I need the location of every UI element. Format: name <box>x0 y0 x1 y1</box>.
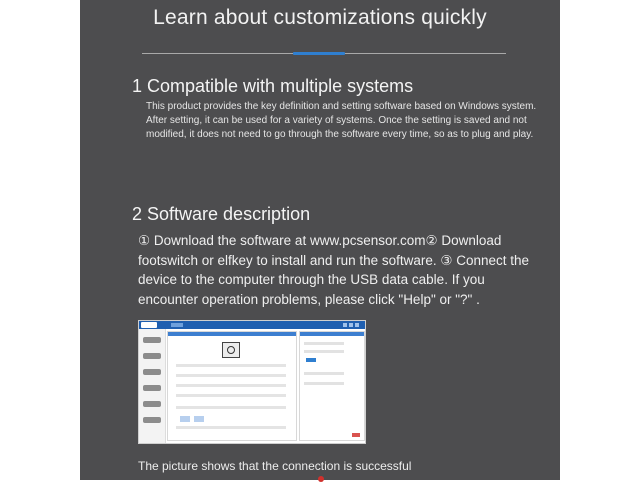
page-title: Learn about customizations quickly <box>153 6 487 29</box>
product-info-panel <box>80 0 560 480</box>
section-software-text: ① Download the software at www.pcsensor.com② Download footswitch or elfkey to install and run the software. ③ Connect the device to the computer through the USB data cable. If you encounter operation problems, please click "Help" or "?" . <box>138 233 530 307</box>
section-software-heading: 2 Software description <box>132 204 311 224</box>
screenshot-minimize-icon <box>343 323 347 327</box>
screenshot-row <box>176 426 286 429</box>
title-divider-accent <box>293 52 345 55</box>
screenshot-device-icon <box>143 401 161 407</box>
screenshot-field <box>304 342 344 345</box>
screenshot-row <box>176 406 286 409</box>
screenshot-key-icon <box>222 342 240 358</box>
screenshot-row <box>176 384 286 387</box>
screenshot-row <box>176 374 286 377</box>
screenshot-tab <box>171 323 183 327</box>
screenshot-logo <box>141 322 157 328</box>
screenshot-cell <box>194 416 204 422</box>
screenshot-settings-header <box>300 332 364 336</box>
screenshot-device-sidebar <box>139 329 166 443</box>
screenshot-field <box>304 382 344 385</box>
screenshot-settings-pane <box>299 331 365 441</box>
screenshot-field <box>304 372 344 375</box>
section-compatibility-heading: 1 Compatible with multiple systems <box>132 76 414 96</box>
screenshot-field <box>304 350 344 353</box>
screenshot-row <box>176 394 286 397</box>
screenshot-row <box>176 364 286 367</box>
screenshot-main-header <box>168 332 296 336</box>
screenshot-cell <box>180 416 190 422</box>
section-compatibility-text: This product provides the key definition and setting software based on Windows system. After setting, it can be used for a variety of systems. Once the setting is saved and not modified, it does not need to go through the software every time, so as to plug and play. <box>146 101 537 140</box>
screenshot-device-icon <box>143 385 161 391</box>
screenshot-close-icon <box>355 323 359 327</box>
screenshot-maximize-icon <box>349 323 353 327</box>
software-screenshot-image <box>138 320 366 444</box>
screenshot-main-pane <box>167 331 297 441</box>
screenshot-button <box>306 358 316 362</box>
screenshot-titlebar <box>139 321 365 329</box>
screenshot-device-icon <box>143 369 161 375</box>
red-dot-icon <box>318 476 324 482</box>
screenshot-caption: The picture shows that the connection is successful <box>138 459 412 473</box>
screenshot-red-button <box>352 433 360 437</box>
screenshot-device-icon <box>143 337 161 343</box>
screenshot-device-icon <box>143 417 161 423</box>
screenshot-device-icon <box>143 353 161 359</box>
